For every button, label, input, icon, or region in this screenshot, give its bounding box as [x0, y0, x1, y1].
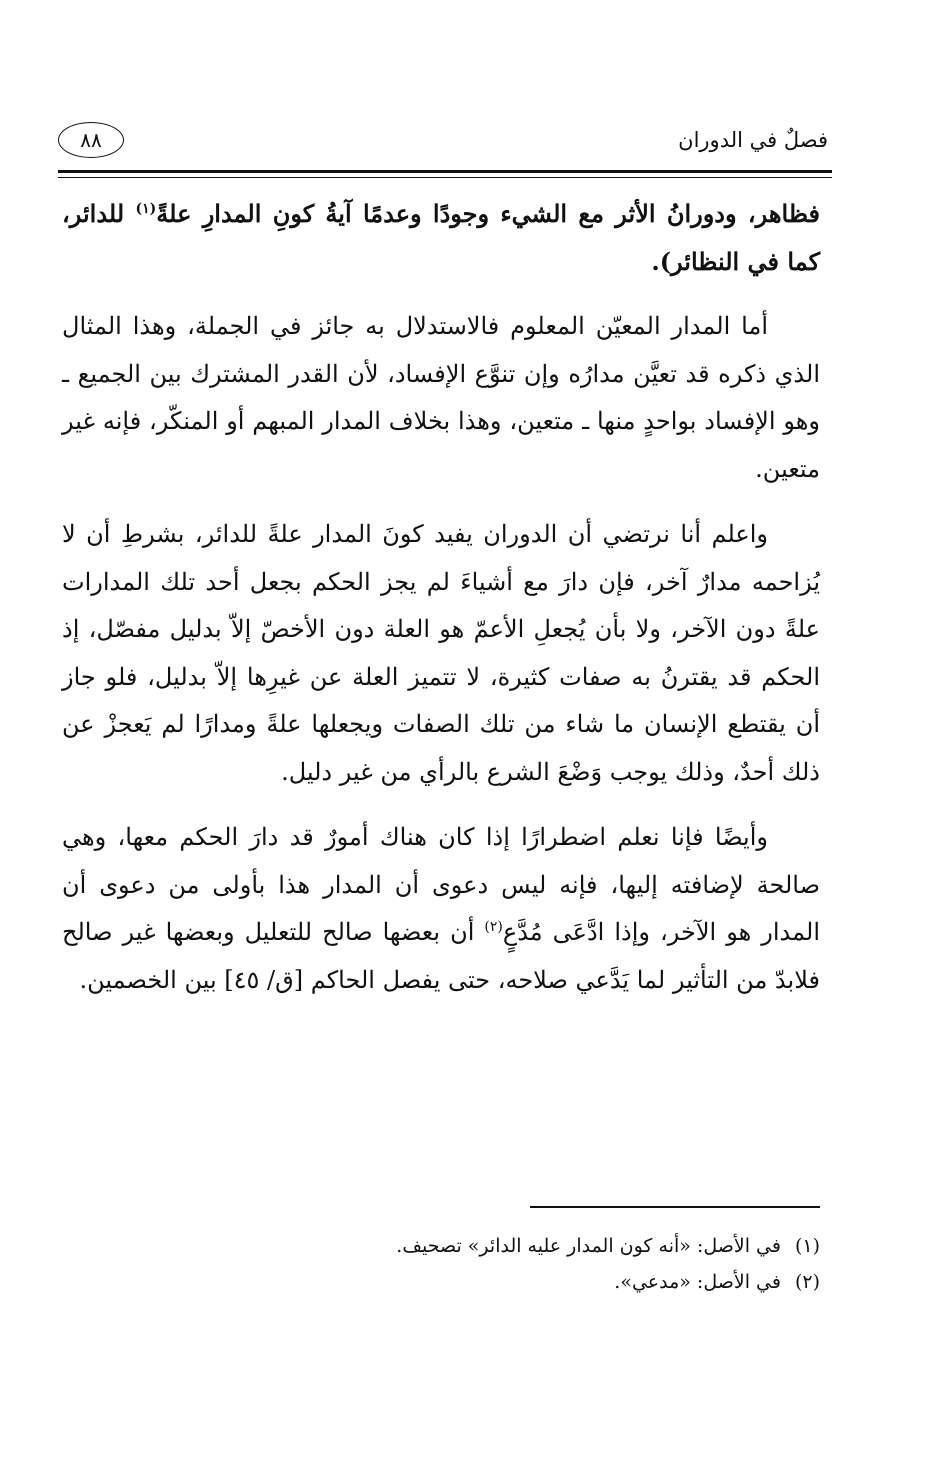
footnote-1	[100, 1228, 820, 1264]
paragraph-1-tail: للدائر، كما في النظائر).	[62, 199, 820, 276]
paragraph-2: أما المدار المعيّن المعلوم فالاستدلال به جائز في الجملة، وهذا المثال الذي ذكره قد تعيَّن مدارُه وإن تنوَّع الإفساد، لأن القدر المشترك بين الجميع ـ وهو الإفساد بواحدٍ منها ـ متعين، وهذا بخلاف المدار المبهم أو المنكّر، فإنه غير متعين.	[62, 312, 820, 483]
paragraph-4	[62, 814, 820, 1004]
paragraph-1	[62, 190, 820, 285]
running-head	[58, 118, 828, 168]
body-text	[62, 190, 820, 1004]
paragraph-3: واعلم أنا نرتضي أن الدوران يفيد كونَ المدار علةً للدائر، بشرطِ أن لا يُزاحمه مدارٌ آخر، فإن دارَ مع أشياءَ لم يجز الحكم بجعل أحد تلك المدارات علةً دون الآخر، ولا بأن يُجعلِ الأعمّ هو العلة دون الأخصّ إلاّ بدليل مفصّل، إذ الحكم قد يقترنُ به صفات كثيرة، لا تتميز العلة عن غيرِها إلاّ بدليل، فلو جاز أن يقتطع الإنسان ما شاء من تلك الصفات ويجعلها علةً ومدارًا لم يَعجزْ عن ذلك أحدٌ، وذلك يوجب وَضْعَ الشرع بالرأي من غير دليل.	[62, 520, 821, 786]
footnote-ref-1: (١)	[135, 201, 157, 217]
chapter-title: فصلٌ في الدوران	[678, 128, 828, 152]
paragraph-1-text: فظاهر، ودورانُ الأثر مع الشيء وجودًا وعدمًا آيةُ كونِ المدارِ علةً	[156, 199, 820, 228]
paragraph-4-tail: أن بعضها صالح للتعليل وبعضها غير صالح فلابدّ من التأثير لما يَدَّعي صلاحه، حتى يفصل الحاكم [ق/ ٤٥] بين الخصمين.	[62, 918, 820, 994]
footnote-ref-2: (٢)	[484, 919, 503, 935]
footnote-2-number: (٢)	[794, 1271, 820, 1293]
footnote-separator	[530, 1206, 820, 1208]
footnote-1-number: (١)	[794, 1235, 820, 1257]
footnote-2	[100, 1264, 820, 1300]
paragraph-4-text: وأيضًا فإنا نعلم اضطرارًا إذا كان هناك أمورٌ قد دارَ الحكم معها، وهي صالحة لإضافته إليها، فإنه ليس دعوى أن المدار هذا بأولى من دعوى أن المدار هو الآخر، وإذا ادَّعَى مُدَّعٍ	[62, 823, 820, 946]
footnote-2-text: في الأصل: «مدعي».	[614, 1271, 781, 1293]
header-rule-thick	[58, 170, 832, 173]
footnotes	[100, 1228, 820, 1300]
header-rule-thin	[58, 177, 832, 178]
footnote-1-text: في الأصل: «أنه كون المدار عليه الدائر» تصحيف.	[396, 1235, 781, 1257]
page-number: ٨٨	[58, 122, 124, 158]
